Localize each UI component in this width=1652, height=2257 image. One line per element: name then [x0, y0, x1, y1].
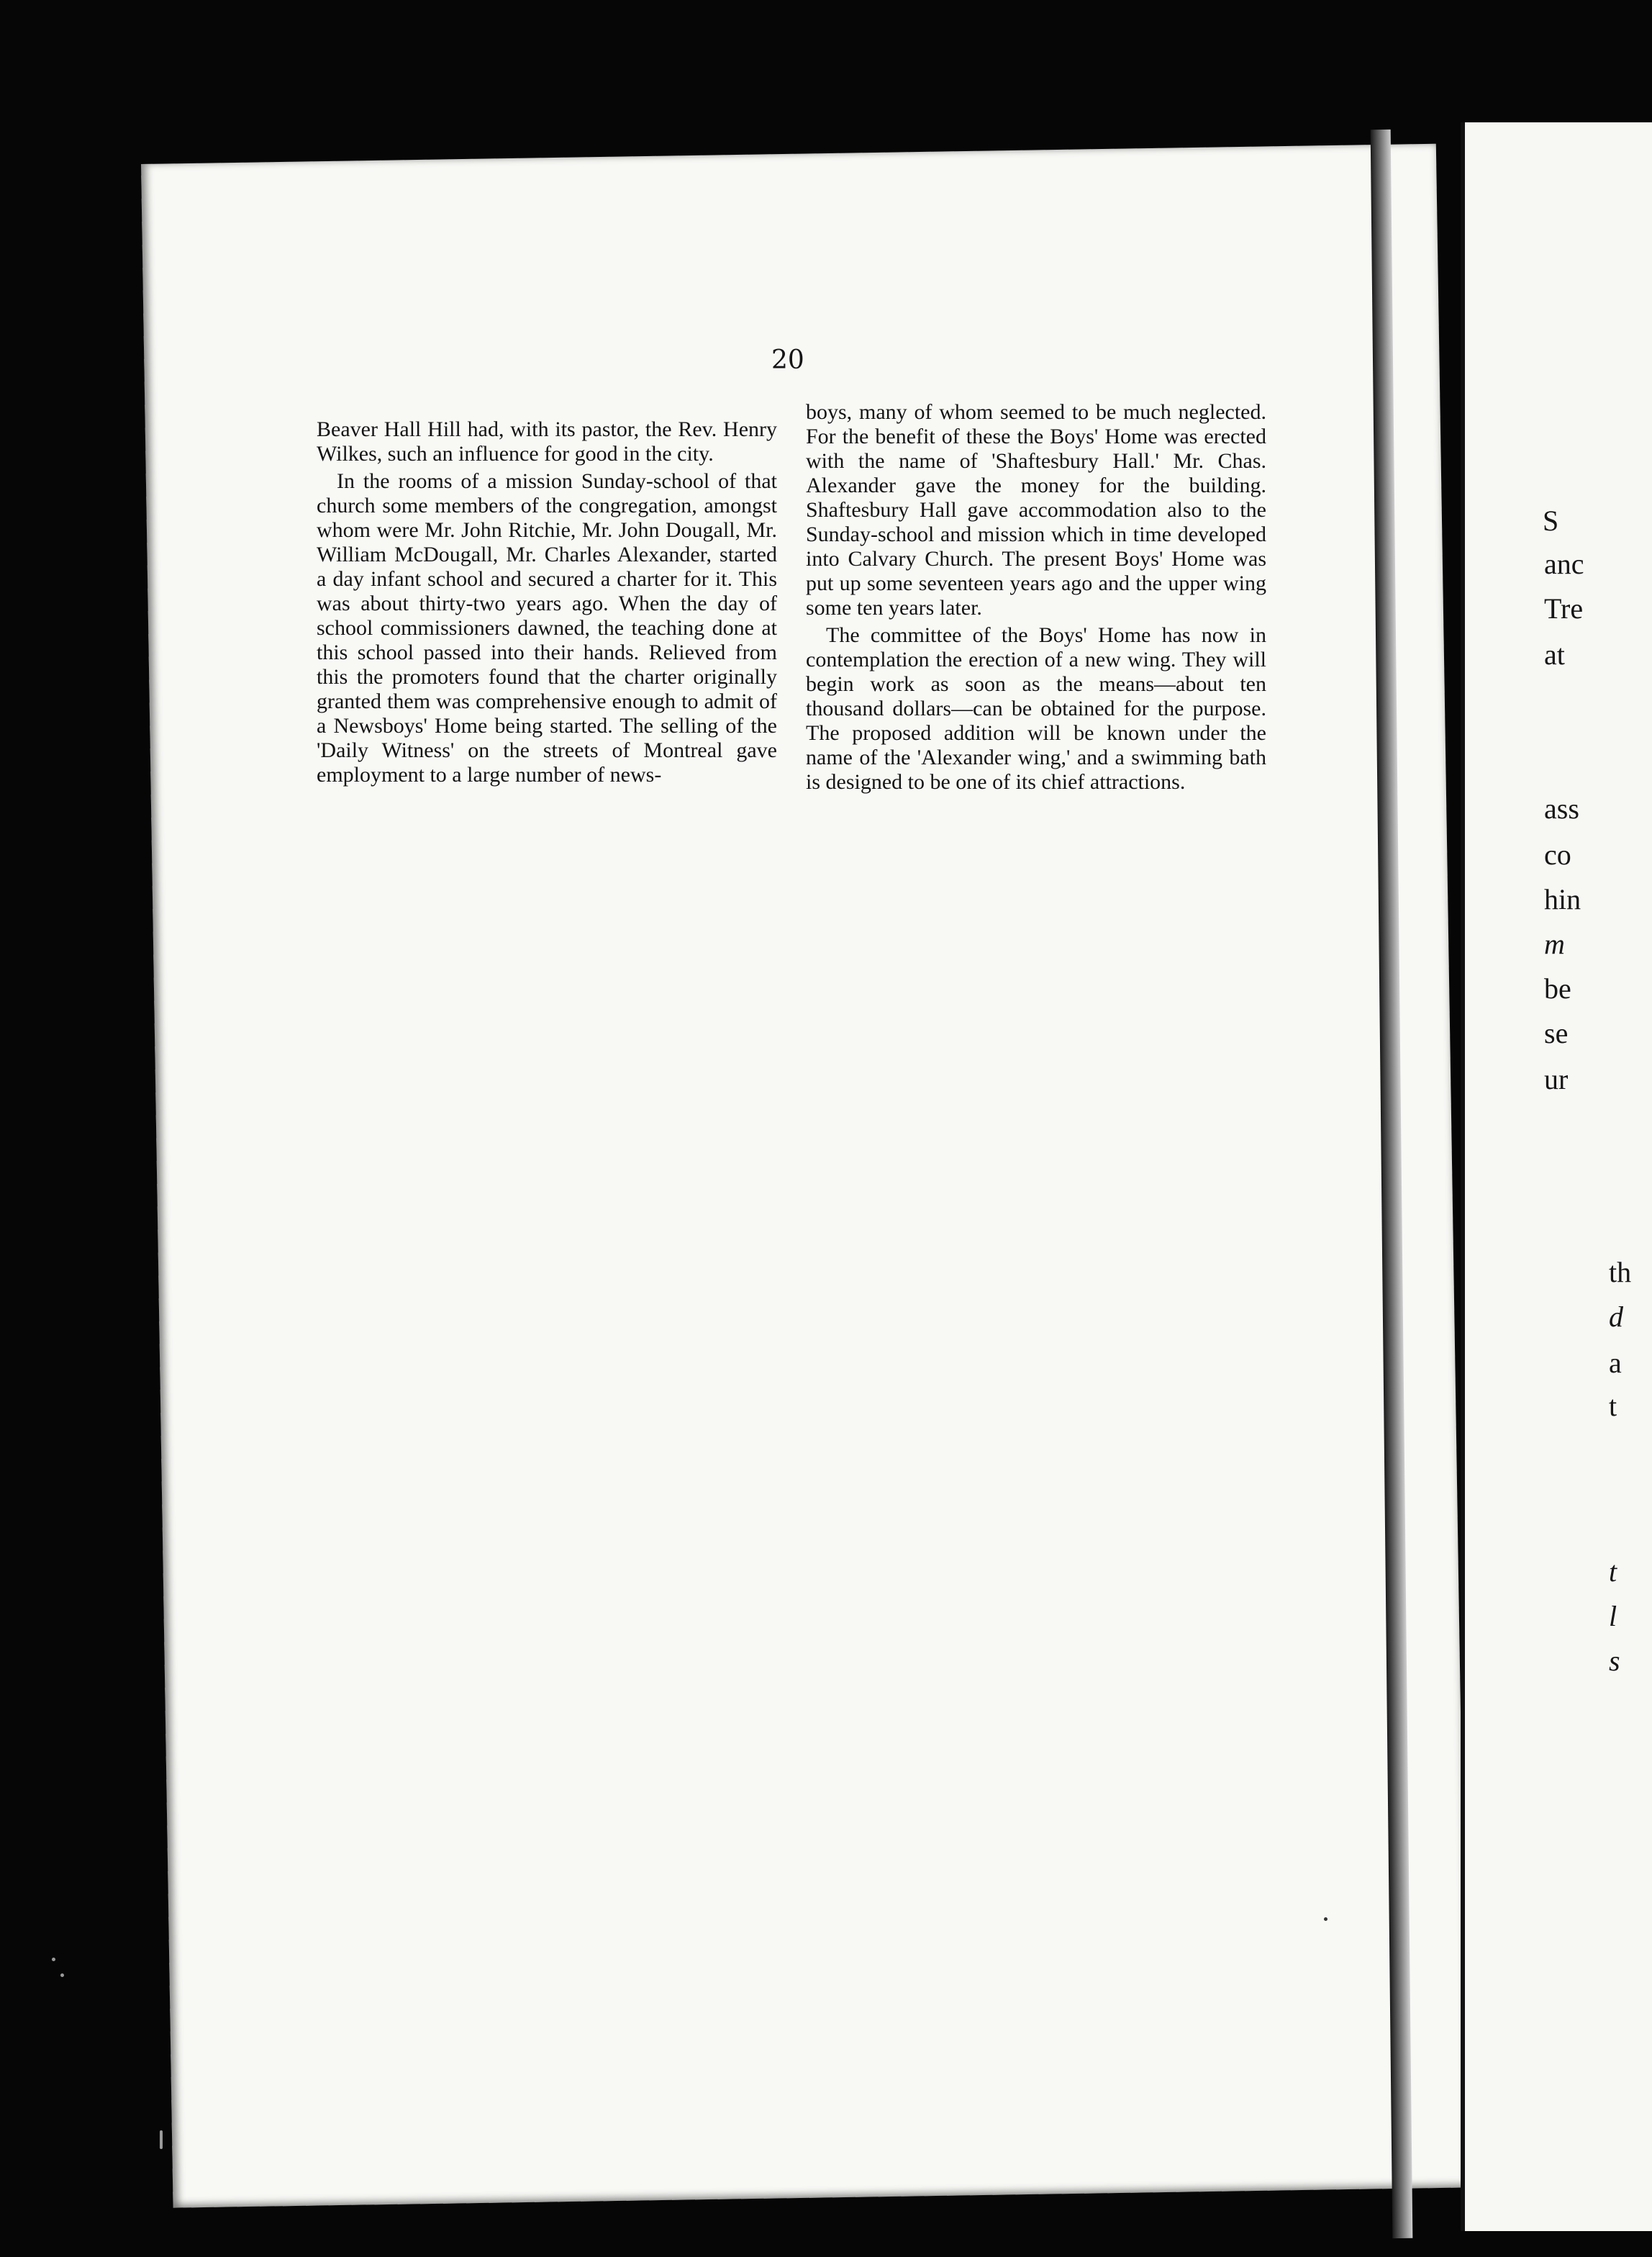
facing-fragment: Tre	[1544, 592, 1584, 625]
dust-speck	[160, 2130, 163, 2149]
text-column-right	[806, 400, 1266, 795]
facing-fragment: m	[1544, 928, 1565, 960]
facing-fragment: a	[1609, 1347, 1622, 1379]
text-column-left	[317, 417, 777, 787]
facing-fragment: S	[1543, 505, 1559, 537]
facing-fragment: th	[1609, 1256, 1632, 1288]
page-number: 20	[771, 345, 804, 375]
dust-speck	[60, 1973, 64, 1977]
facing-fragment: s	[1609, 1645, 1620, 1677]
paragraph: The committee of the Boys' Home has now in contemplation the erection of a new wing. They will begin work as soon as the means—about ten thousand dollars—can be obtained for the purpose. The proposed addition will be known under the name of the 'Alexander wing,' and a swimming bath is designed to be one of its chief attractions.	[806, 623, 1266, 794]
paragraph: boys, many of whom seemed to be much neglected. For the benefit of these the Boys' Home was erected with the name of 'Shaftesbury Hall.' Mr. Chas. Alexander gave the money for the building. Shaftesbury Hall gave accommodation also to the Sunday-school and mission which in time developed into Calvary Church. The present Boys' Home was put up some seventeen years ago and the upper wing some ten years later.	[806, 400, 1266, 620]
facing-fragment: t	[1609, 1555, 1617, 1588]
dust-speck	[1324, 1917, 1328, 1921]
dust-speck	[52, 1958, 55, 1961]
paragraph: In the rooms of a mission Sunday-school of that church some members of the congregation, amongst whom were Mr. John Ritchie, Mr. John Dougall, Mr. William McDougall, Mr. Charles Alexander, started a day infant school and secured a charter for it. This was about thirty-two years ago. When the day of school commissioners dawned, the teaching done at this school passed into their hands. Relieved from this the promoters found that the charter originally granted them was comprehensive enough to admit of a Newsboys' Home being started. The selling of the 'Daily Witness' on the streets of Montreal gave employment to a large number of news-	[317, 469, 777, 787]
facing-fragment: at	[1544, 638, 1565, 671]
facing-fragment: co	[1544, 838, 1571, 871]
facing-fragment: ur	[1544, 1063, 1569, 1095]
facing-fragment: anc	[1544, 548, 1584, 580]
facing-fragment: l	[1609, 1600, 1617, 1632]
paragraph: Beaver Hall Hill had, with its pastor, the Rev. Henry Wilkes, such an influence for good in the city.	[317, 417, 777, 466]
facing-fragment: ass	[1544, 792, 1579, 825]
facing-fragment: hin	[1544, 883, 1581, 915]
facing-fragment: d	[1609, 1301, 1623, 1333]
facing-page	[1461, 122, 1652, 2231]
facing-fragment: se	[1544, 1017, 1569, 1049]
facing-fragment: t	[1609, 1390, 1617, 1422]
facing-fragment: be	[1544, 972, 1571, 1005]
